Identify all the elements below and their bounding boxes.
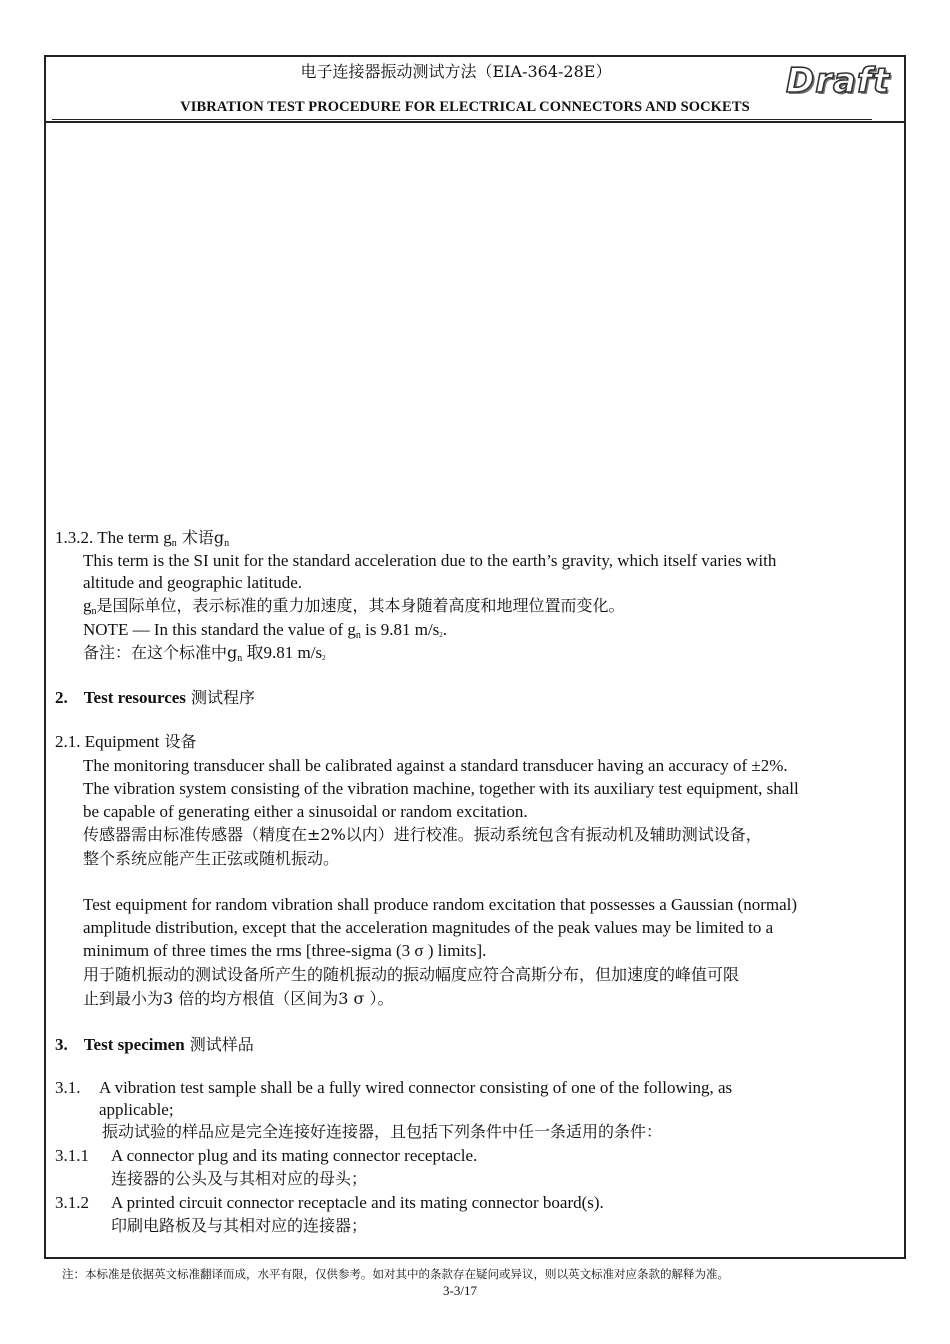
footer-note: 注：本标准是依据英文标准翻译而成，水平有限，仅供参考。如对其中的条款存在疑问或异议，则以英文标准对应条款的解释为准。 — [62, 1267, 729, 1281]
paragraph-line-cn: 振动试验的样品应是完全连接好连接器，且包括下列条件中任一条适用的条件： — [102, 1122, 663, 1141]
section-title-cn: 测试样品 — [184, 1035, 254, 1054]
item-3-1-1-text: A connector plug and its mating connector receptacle. — [111, 1146, 478, 1165]
section-number: 3. — [55, 1035, 68, 1054]
section-title: Test specimen — [83, 1035, 185, 1054]
note-line-cn — [83, 643, 326, 669]
exponent: 2 — [439, 631, 443, 639]
paragraph-line: This term is the SI unit for the standard acceleration due to the earth’s gravity, which itself varies with — [83, 551, 777, 570]
section-2-heading — [55, 688, 255, 708]
paragraph-line: The monitoring transducer shall be calibrated against a standard transducer having an accuracy of ±2%. — [83, 756, 788, 775]
note-cn-text: 备注：在这个标准中g — [83, 643, 238, 662]
item-3-1-1-text-cn: 连接器的公头及与其相对应的母头； — [111, 1169, 368, 1188]
header-rule — [52, 119, 872, 120]
heading-cn: 设备 — [159, 732, 197, 751]
subscript: n — [171, 538, 177, 549]
section-title: Test resources — [83, 688, 186, 707]
section-2-1-heading — [55, 732, 196, 752]
item-3-1-1-number: 3.1.1 — [55, 1146, 89, 1165]
subscript: n — [355, 630, 361, 641]
note-text: NOTE — In this standard the value of g — [83, 620, 356, 639]
paragraph-line-cn: 用于随机振动的测试设备所产生的随机振动的振动幅度应符合高斯分布，但加速度的峰值可限 — [83, 965, 740, 984]
heading-text: 1.3.2. The term g — [55, 528, 172, 547]
item-3-1-2-text-cn: 印刷电路板及与其相对应的连接器； — [111, 1216, 368, 1235]
subscript: n — [224, 538, 230, 549]
section-title-cn: 测试程序 — [185, 688, 255, 707]
paragraph-line: amplitude distribution, except that the acceleration magnitudes of the peak values may be limited to a — [83, 918, 774, 937]
paragraph-line-cn: 传感器需由标准传感器（精度在±2%以内）进行校准。振动系统包含有振动机及辅助测试设备， — [83, 825, 762, 844]
exponent: 2 — [322, 654, 326, 662]
paragraph-line: minimum of three times the rms [three-sigma (3 σ ) limits]. — [83, 941, 487, 960]
paragraph-line: be capable of generating either a sinusoidal or random excitation. — [83, 802, 528, 821]
paragraph-line: altitude and geographic latitude. — [83, 573, 303, 592]
document-header — [46, 57, 904, 123]
heading-text: 2.1. Equipment — [55, 732, 160, 751]
symbol-g: g — [83, 596, 92, 615]
paragraph-line: applicable; — [99, 1100, 174, 1119]
section-3-heading — [55, 1035, 254, 1055]
document-title: 电子连接器振动测试方法（EIA-364-28E） — [300, 62, 612, 81]
paragraph-line-cn — [83, 596, 625, 622]
paragraph-line: A vibration test sample shall be a fully wired connector consisting of one of the following, as — [99, 1078, 733, 1097]
heading-cn: 术语g — [176, 528, 225, 547]
item-3-1-2-text: A printed circuit connector receptacle and its mating connector board(s). — [111, 1193, 604, 1212]
paragraph-line: The vibration system consisting of the vibration machine, together with its auxiliary test equipment, shall — [83, 779, 799, 798]
note-end: . — [442, 620, 448, 639]
item-3-1-2-number: 3.1.2 — [55, 1193, 89, 1212]
section-3-1-number: 3.1. — [55, 1078, 81, 1097]
paragraph-line-cn: 整个系统应能产生正弦或随机振动。 — [83, 849, 340, 868]
page-number: 3-3/17 — [443, 1283, 477, 1298]
paragraph-line: Test equipment for random vibration shall produce random excitation that possesses a Gaussian (normal) — [83, 895, 798, 914]
subscript: n — [237, 653, 243, 664]
subscript: n — [91, 606, 97, 617]
paragraph-line-cn: 止到最小为3 倍的均方根值（区间为3 σ ）。 — [83, 989, 394, 1008]
section-number: 2. — [55, 688, 68, 707]
note-cn-value: 取9.81 m/s — [242, 643, 323, 662]
draft-watermark: Draft — [786, 61, 890, 101]
document-subtitle: VIBRATION TEST PROCEDURE FOR ELECTRICAL CONNECTORS AND SOCKETS — [180, 99, 750, 115]
cn-text: 是国际单位，表示标准的重力加速度，其本身随着高度和地理位置而变化。 — [96, 596, 625, 615]
note-value: is 9.81 m/s — [360, 620, 440, 639]
